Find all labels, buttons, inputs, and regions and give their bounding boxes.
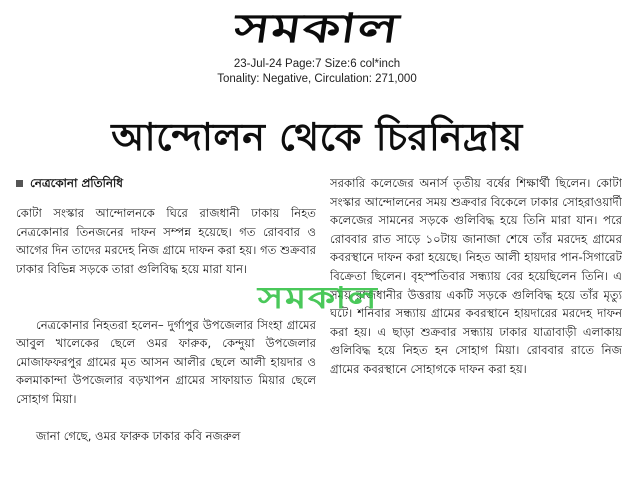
article-paragraph: নেত্রকোনার নিহতরা হলেন– দুর্গাপুর উপজেলার সিংহা গ্রামের আবুল খালেকের ছেলে ওমর ফারুক, কেন্দুয়া উপজেলার মোজাফফরপুর গ্রামের মৃত আসন আলীর ছেলে আলী হায়দার ও কলমাকান্দা উপজেলার বড়খাপন গ্রামের সাফায়াত মিয়ার ছেলে সোহাগ মিয়া। <box>16 317 316 406</box>
article-column-left <box>16 174 316 446</box>
article-headline: আন্দোলন থেকে চিরনিদ্রায় <box>111 115 523 159</box>
square-bullet-icon <box>16 180 23 187</box>
newspaper-masthead <box>0 0 634 58</box>
newspaper-logo: সমকাল <box>231 6 403 52</box>
article-paragraph: কোটা সংস্কার আন্দোলনকে ঘিরে রাজধানী ঢাকায় নিহত নেত্রকোনার তিনজনের দাফন সম্পন্ন হয়েছে। গত রোববার ও আগের দিন তাদের মরদেহ নিজ গ্রামে দাফন করা হয়। গত শুক্রবার ঢাকার বিভিন্ন সড়কে তারা গুলিবিদ্ধ হয়ে মারা যান। <box>16 206 316 276</box>
clipping-tonality-circulation: Tonality: Negative, Circulation: 271,000 <box>217 73 417 85</box>
article-paragraph: জানা গেছে, ওমর ফারুক ঢাকার কবি নজরুল <box>36 429 241 444</box>
byline-text: নেত্রকোনা প্রতিনিধি <box>30 175 123 190</box>
clipping-metadata <box>0 57 634 87</box>
clipping-date-page-size: 23-Jul-24 Page:7 Size:6 col*inch <box>233 58 401 70</box>
article-byline <box>16 174 316 192</box>
newspaper-watermark: সমকাল <box>257 281 379 316</box>
article-paragraph: সরকারি কলেজের অনার্স তৃতীয় বর্ষের শিক্ষার্থী ছিলেন। কোটা সংস্কার আন্দোলনের সময় শুক্রবার বিকেলে ঢাকার সোহরাওয়ার্দী কলেজের সামনের সড়কে গুলিবিদ্ধ হয়ে তিনি মারা যান। পরে রোববার রাত সাড়ে ১০টায় জানাজা শেষে তাঁর মরদেহ গ্রামের কবরস্থানে দাফন করা হয়েছে। নিহত আলী হায়দার পান-সিগারেট বিক্রেতা ছিলেন। বৃহস্পতিবার সন্ধ্যায় বের হয়েছিলেন তিনি। এ সময় রাজধানীর উত্তরায় একটি সড়কে গুলিবিদ্ধ হয়ে তাঁর মৃত্যু ঘটে। শনিবার সন্ধ্যায় গ্রামের কবরস্থানে হায়দারের মরদেহ দাফন করা হয়। এ ছাড়া শুক্রবার সন্ধ্যায় ঢাকার যাত্রাবাড়ী এলাকায় গুলিবিদ্ধ হয়ে নিহত হন সোহাগ মিয়া। রোববার রাতে নিজ গ্রামের কবরস্থানে সোহাগকে দাফন করা হয়। <box>330 176 622 376</box>
article-column-right <box>330 174 622 453</box>
